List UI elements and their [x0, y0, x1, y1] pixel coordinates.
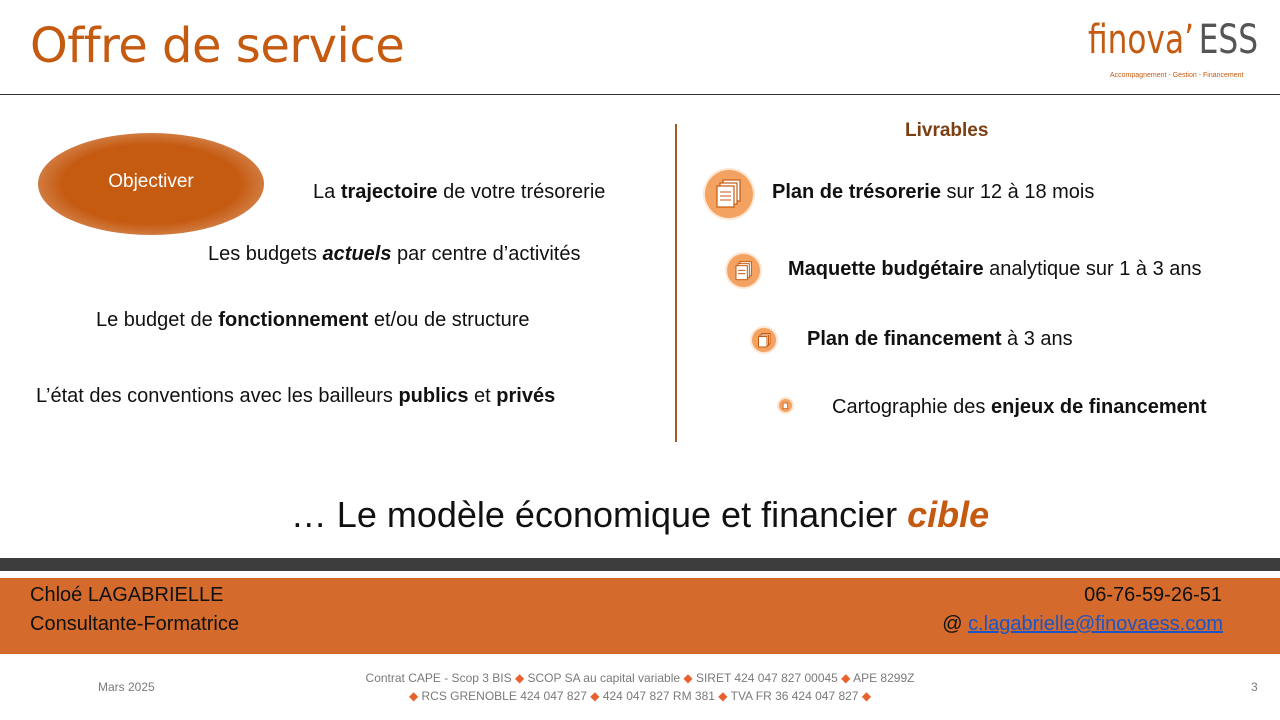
- deliverables-heading: Livrables: [905, 120, 989, 141]
- page-number: 3: [1251, 680, 1258, 694]
- deliverable-item-1: Plan de trésorerie sur 12 à 18 mois: [772, 181, 1095, 203]
- objective-item-1: La trajectoire de votre trésorerie: [313, 181, 606, 203]
- objectiver-label: Objectiver: [108, 171, 194, 192]
- contact-phone: 06-76-59-26-51: [1084, 584, 1222, 606]
- deliverable-item-3: Plan de financement à 3 ans: [807, 328, 1073, 350]
- document-stack-icon: [752, 328, 776, 352]
- legal-line-1: Contrat CAPE - Scop 3 BIS ◆ SCOP SA au capital variable ◆ SIRET 424 047 827 00045 ◆ APE 8299Z: [365, 671, 915, 685]
- deliverable-item-2: Maquette budgétaire analytique sur 1 à 3 ans: [788, 258, 1202, 280]
- contact-email-line: [942, 613, 1223, 636]
- at-sign: @: [942, 613, 969, 635]
- legal-info: [0, 669, 1280, 705]
- tagline: … Le modèle économique et financier cible: [290, 494, 990, 535]
- contact-band: [0, 578, 1280, 654]
- objective-item-3: Le budget de fonctionnement et/ou de structure: [96, 309, 530, 331]
- logo-tagline: Accompagnement - Gestion - Financement: [1110, 72, 1244, 79]
- document-stack-icon: [779, 399, 792, 412]
- email-link[interactable]: c.lagabrielle@finovaess.com: [968, 613, 1223, 635]
- document-stack-icon: [705, 170, 753, 218]
- contact-role: Consultante-Formatrice: [30, 613, 239, 635]
- finova-ess-logo: [1088, 17, 1259, 84]
- objective-item-2: Les budgets actuels par centre d’activités: [208, 243, 581, 265]
- dark-band: [0, 558, 1280, 571]
- header-divider: [0, 94, 1280, 95]
- logo-brand-suffix: ESS: [1198, 17, 1259, 63]
- column-divider: [675, 124, 677, 442]
- deliverable-item-4: Cartographie des enjeux de financement: [832, 396, 1207, 418]
- page-title: Offre de service: [30, 18, 405, 74]
- footer-date: Mars 2025: [98, 680, 155, 694]
- objective-item-4: L’état des conventions avec les bailleurs publics et privés: [36, 385, 556, 407]
- contact-name: Chloé LAGABRIELLE: [30, 584, 224, 606]
- legal-line-2: ◆ RCS GRENOBLE 424 047 827 ◆ 424 047 827 RM 381 ◆ TVA FR 36 424 047 827 ◆: [408, 689, 872, 703]
- document-stack-icon: [727, 254, 760, 287]
- logo-brand: finova’: [1088, 17, 1195, 63]
- objectiver-badge: [38, 133, 264, 235]
